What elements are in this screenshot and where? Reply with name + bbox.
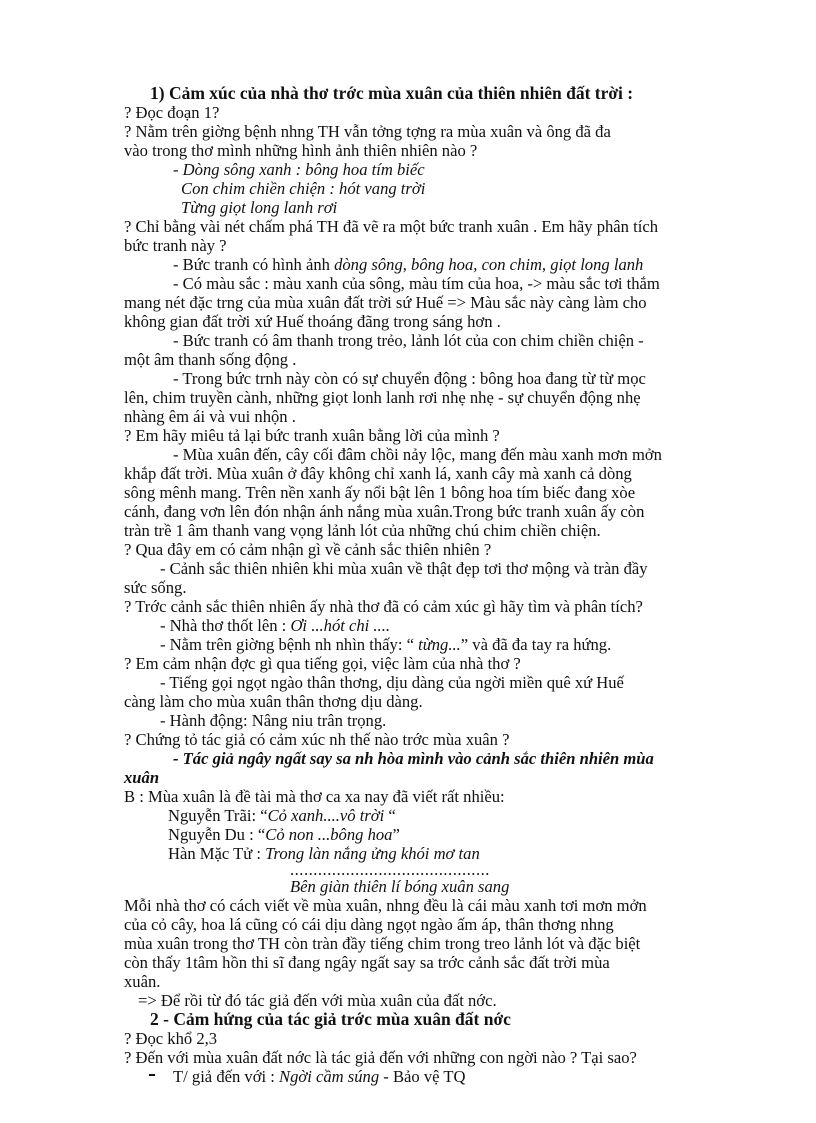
question-line: ? Chứng tỏ tác giả có cảm xúc nh thế nào trớc mùa xuân ? [124,730,510,749]
paragraph-line: của cỏ cây, hoa lá cũng có cái dịu dàng ngọt ngào ấm áp, thân thơng nhng [124,915,614,934]
answer-text: - Bức tranh có hình ảnh [173,255,335,274]
answer-italic: Ơi ...hót chi .... [290,616,391,635]
paragraph-line: => Để rồi từ đó tác giả đến với mùa xuân của đất nớc. [138,991,497,1010]
question-line: vào trong thơ mình những hình ảnh thiên nhiên nào ? [124,141,478,160]
ellipsis-line: ........................................... [290,860,490,879]
answer-line: sông mênh mang. Trên nền xanh ấy nổi bật lên 1 bông hoa tím biếc đang xòe [124,483,636,502]
paragraph-line: còn thấy 1tâm hồn thi sĩ đang ngây ngất say sa trớc cảnh sắc đất trời mùa [124,953,610,972]
answer-line [160,616,766,635]
poet-name: Nguyễn Trãi: “ [168,806,268,825]
paragraph-line: xuân. [124,972,161,991]
answer-line: khắp đất trời. Mùa xuân ở đây không chỉ xanh lá, xanh cây mà xanh cả dòng [124,464,632,483]
question-line: ? Chỉ bằng vài nét chấm phá TH đã vẽ ra một bức tranh xuân . Em hãy phân tích [124,217,658,236]
answer-line: mang nét đặc trng của mùa xuân đất trời sứ Huế => Màu sắc này càng làm cho [124,293,647,312]
question-line: ? Nằm trên giờng bệnh nhng TH vẫn tởng tợng ra mùa xuân và ông đã đa [124,122,611,141]
question-line: ? Em hãy miêu tả lại bức tranh xuân bằng lời của mình ? [124,426,500,445]
answer-line: - Trong bức trnh này còn có sự chuyển động : bông hoa đang từ từ mọc [173,369,646,388]
answer-text: - Nằm trên giờng bệnh nh nhìn thấy: “ [160,635,419,654]
bullet-dash [149,1074,155,1076]
poet-name: Nguyễn Du : “ [168,825,266,844]
answer-line: lên, chim truyền cành, những giọt lonh lanh rơi nhẹ nhẹ - sự chuyển động nhẹ [124,388,641,407]
poem-quote: Cỏ non ...bông hoa [265,825,393,844]
answer-line: - Cảnh sắc thiên nhiên khi mùa xuân về thật đẹp tơi thơ mộng và tràn đầy [160,559,648,578]
section-1-heading: 1) Cảm xúc của nhà thơ trớc mùa xuân của thiên nhiên đất trời : [150,83,634,103]
answer-italic: Ngời cầm súng [279,1067,380,1086]
question-line: ? Qua đây em có cảm nhận gì về cảnh sắc thiên nhiên ? [124,540,492,559]
answer-line: cánh, đang vơn lên đón nhận ánh nắng mùa xuân.Trong bức tranh xuân ấy còn [124,502,645,521]
paragraph-line: Mỗi nhà thơ có cách viết về mùa xuân, nhng đều là cái màu xanh tơi mơn mởn [124,896,647,915]
poem-quote: Cỏ xanh....vô trời [267,806,385,825]
poet-name: Hàn Mặc Tử : [168,844,266,863]
answer-text: T/ giả đến với : [173,1067,280,1086]
answer-line [160,635,766,654]
question-line: ? Đọc đoạn 1? [124,103,220,122]
quote-mark: “ [384,806,396,825]
answer-line: xuân [124,768,160,787]
answer-line: không gian đất trời xứ Huế thoáng đãng trong sáng hơn . [124,312,501,331]
poem-quote: Trong làn nắng ửng khói mơ tan [265,844,480,863]
answer-line: - Tác giả ngây ngất say sa nh hòa mình vào cảnh sắc thiên nhiên mùa [173,749,654,768]
question-line: bức tranh này ? [124,236,227,255]
poet-quote-line [168,825,774,844]
answer-line: - Hành động: Nâng niu trân trọng. [160,711,387,730]
paragraph-line: B : Mùa xuân là đề tài mà thơ ca xa nay đã viết rất nhiều: [124,787,505,806]
question-line: ? Đọc khổ 2,3 [124,1029,218,1048]
answer-line: - Bức tranh có âm thanh trong trẻo, lảnh lót của con chim chiền chiện - [173,331,644,350]
answer-text: - Bảo vệ TQ [379,1067,466,1086]
answer-line: sức sống. [124,578,187,597]
answer-line: - Tiếng gọi ngọt ngào thân thơng, dịu dàng của ngời miền quê xứ Huế [160,673,624,692]
answer-line: - Mùa xuân đến, cây cối đâm chồi nảy lộc, mang đến màu xanh mơn mởn [173,445,662,464]
answer-line: tràn trề 1 âm thanh vang vọng lảnh lót của những chú chim chiền chiện. [124,521,601,540]
answer-line [173,255,779,274]
poem-image-line: - Dòng sông xanh : bông hoa tím biếc [173,160,425,179]
answer-text: - Nhà thơ thốt lên : [160,616,291,635]
poem-image-line: Con chim chiền chiện : hót vang trời [181,179,426,198]
answer-line: nhàng êm ái và vui nhộn . [124,407,296,426]
answer-text: ” và đã đa tay ra hứng. [460,635,612,654]
quote-mark: ” [392,825,400,844]
answer-italic: từng... [418,635,461,654]
answer-line: - Có màu sắc : màu xanh của sông, màu tím của hoa, -> màu sắc tơi thắm [173,274,660,293]
section-2-heading: 2 - Cảm hứng của tác giả trớc mùa xuân đất nớc [150,1009,511,1029]
answer-line: càng làm cho mùa xuân thân thơng dịu dàng. [124,692,423,711]
poet-quote-line [168,806,774,825]
poem-quote: Bên giàn thiên lí bóng xuân sang [290,877,510,896]
question-line: ? Trớc cảnh sắc thiên nhiên ấy nhà thơ đã có cảm xúc gì hãy tìm và phân tích? [124,597,643,616]
paragraph-line: mùa xuân trong thơ TH còn tràn đầy tiếng chim trong treo lảnh lót và đặc biệt [124,934,641,953]
poem-image-line: Từng giọt long lanh rơi [181,198,338,217]
answer-italic: dòng sông, bông hoa, con chim, giọt long lanh [334,255,644,274]
question-line: ? Đến với mùa xuân đất nớc là tác giả đến với những con ngời nào ? Tại sao? [124,1048,637,1067]
answer-line [173,1067,779,1086]
answer-line: một âm thanh sống động . [124,350,297,369]
question-line: ? Em cảm nhận đợc gì qua tiếng gọi, việc làm của nhà thơ ? [124,654,521,673]
